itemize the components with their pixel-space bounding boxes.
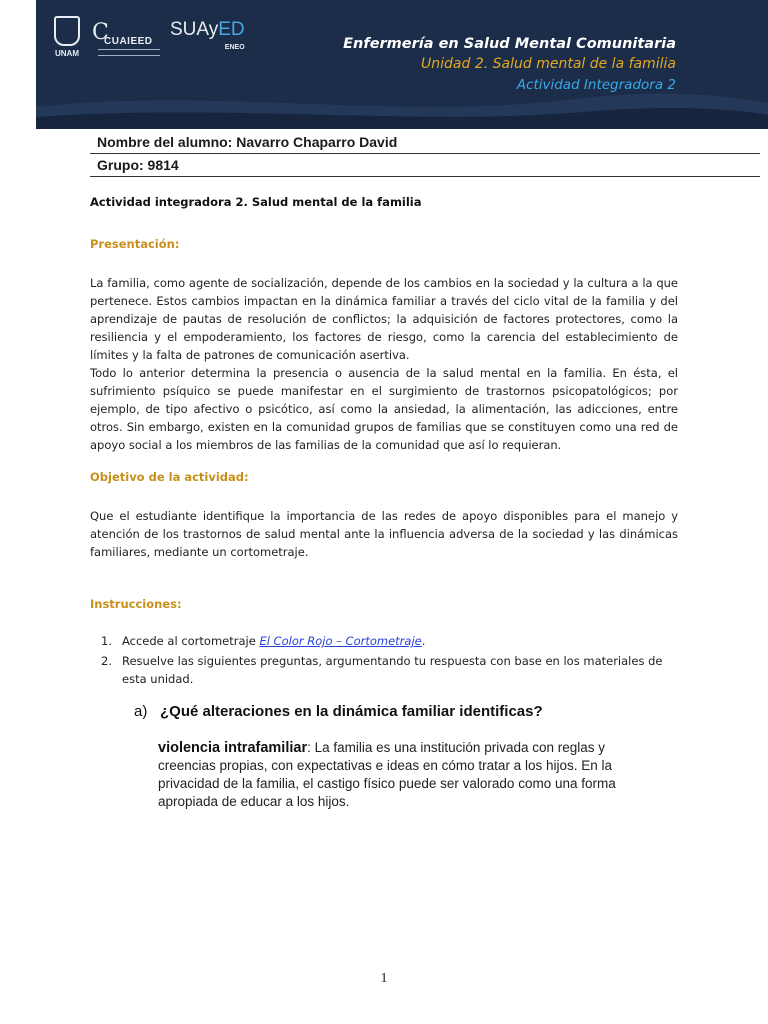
- question-a: [134, 703, 543, 720]
- presentation-paragraph-2: Todo lo anterior determina la presencia o ausencia de la salud mental en la familia. En ésta, el sufrimiento psíquico se puede manifestar en el surgimiento de trastornos psicopatológicos; por ejemplo, de tipo afectivo o psicótico, así como la ansiedad, la alimentación, las adicciones, entre otros. Sin embargo, existen en la comunidad grupos de familias que se constituyen como una red de apoyo social a los miembros de las familias de la comunidad que así lo requieran.: [90, 366, 678, 452]
- student-name-row: [90, 132, 760, 154]
- cuaieed-logo: [92, 22, 160, 56]
- presentation-section: [90, 274, 678, 454]
- unam-logo: [52, 16, 82, 62]
- unam-logo-text: UNAM: [55, 49, 79, 58]
- instructions-list: [90, 632, 680, 690]
- objective-heading: Objetivo de la actividad:: [90, 470, 249, 484]
- document-header: [36, 0, 768, 129]
- suayed-logo-text: SUAy: [170, 19, 219, 40]
- instruction-prefix: Accede al cortometraje: [122, 634, 260, 648]
- suayed-logo: [170, 20, 245, 58]
- unam-shield-icon: [54, 16, 80, 46]
- instruction-text: Resuelve las siguientes preguntas, argumentando tu respuesta con base en los materiales de esta unidad.: [122, 654, 663, 686]
- answer-a: [158, 739, 628, 811]
- presentation-heading: Presentación:: [90, 237, 180, 251]
- student-group: Grupo: 9814: [90, 155, 760, 177]
- cuaieed-subtitle-lines: [98, 49, 160, 56]
- activity-title: Actividad Integradora 2: [516, 77, 676, 93]
- instruction-suffix: .: [421, 634, 426, 648]
- instruction-number: 1.: [101, 634, 112, 648]
- instruction-item: [90, 632, 680, 650]
- cuaieed-swoosh-icon: C: [92, 20, 109, 45]
- student-group-row: [90, 155, 760, 177]
- course-title: Enfermería en Salud Mental Comunitaria: [343, 36, 676, 52]
- instruction-item: [90, 652, 680, 688]
- header-titles: [343, 34, 676, 96]
- presentation-paragraph-1: La familia, como agente de socialización, depende de los cambios en la sociedad y la cultura a la que pertenece. Estos cambios impactan en la dinámica familiar a través del ciclo vital de la familia y del aprendizaje de pautas de resolución de conflictos; la adquisición de factores protectores, como la resiliencia y el empoderamiento, los factores de riesgo, como la carencia del establecimiento de límites y la falta de patrones de comunicación asertiva.: [90, 276, 678, 362]
- objective-paragraph: Que el estudiante identifique la importancia de las redes de apoyo disponibles para el manejo y atención de los trastornos de salud mental ante la influencia adversa de la sociedad y las dinámicas familiares, mediante un cortometraje.: [90, 509, 678, 559]
- instruction-number: 2.: [101, 654, 112, 668]
- answer-text: : La familia es una institución privada con reglas y creencias propias, con expectativas e ideas en cómo tratar a los hijos. En la privacidad de la familia, el castigo físico puede ser valorado como una forma apropiada de educar a los hijos.: [158, 740, 616, 809]
- suayed-logo-ed: ED: [218, 19, 245, 40]
- cuaieed-logo-text: CUAIEED: [104, 36, 153, 47]
- answer-term: violencia intrafamiliar: [158, 740, 308, 756]
- question-text: ¿Qué alteraciones en la dinámica familiar identificas?: [160, 703, 543, 720]
- institution-logos: [52, 16, 245, 62]
- instructions-heading: Instrucciones:: [90, 597, 182, 611]
- activity-heading: Actividad integradora 2. Salud mental de la familia: [90, 195, 422, 209]
- question-letter: a): [134, 703, 148, 720]
- instruction-text: [122, 632, 425, 650]
- cortometraje-link[interactable]: El Color Rojo – Cortometraje: [259, 634, 422, 648]
- unit-title: Unidad 2. Salud mental de la familia: [421, 56, 676, 72]
- suayed-logo-subtext: ENEO: [224, 44, 245, 51]
- student-name: Nombre del alumno: Navarro Chaparro David: [90, 132, 760, 154]
- page-number: 1: [380, 971, 388, 986]
